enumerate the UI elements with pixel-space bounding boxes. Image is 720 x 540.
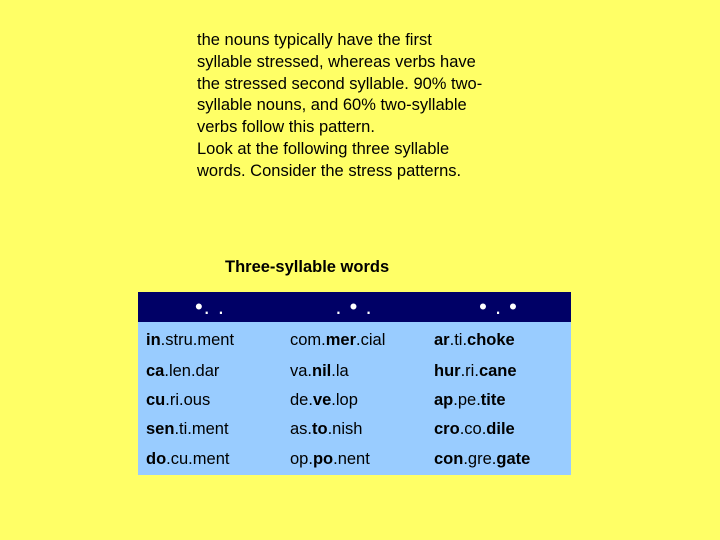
word-cell [138,386,282,415]
word-cell [282,357,426,386]
intro-paragraph: the nouns typically have the first syllable stressed, whereas verbs have the stressed second syllable. 90% two-syllable nouns, and 60% two-syllable verbs follow this pattern. [197,31,483,137]
stressed-syllable: in [146,331,161,349]
stress-pattern-header: • . • [426,292,571,322]
stressed-syllable: ap [434,391,454,409]
stressed-syllable: cane [478,362,517,380]
syllable: .stru.ment [160,331,235,349]
table-row [138,386,571,415]
syllable: .la [331,362,349,380]
stressed-syllable: tite [480,391,506,409]
syllable: .ti.ment [174,420,229,438]
syllable: .pe. [453,391,481,409]
table-row [138,322,571,357]
syllable: va. [290,362,313,380]
stressed-syllable: po [312,450,334,468]
syllable: .len.dar [164,362,220,380]
word-cell [138,322,282,357]
syllable: de. [290,391,313,409]
stressed-syllable: mer [325,331,357,349]
stressed-syllable: to [312,420,328,438]
word-cell [426,415,571,444]
stressed-syllable: do [146,450,167,468]
stressed-syllable: hur [434,362,461,380]
stressed-syllable: dile [486,420,515,438]
word-cell [138,415,282,444]
syllable: .cial [356,331,386,349]
syllable: .ri.ous [165,391,211,409]
intro-paragraph: Look at the following three syllable words. Consider the stress patterns. [197,139,462,180]
syllable: .co. [459,420,487,438]
syllable: .lop [331,391,358,409]
syllable: com. [290,331,326,349]
table-header-row [138,292,571,322]
stressed-syllable: cu [146,391,166,409]
stress-pattern-table [138,292,571,475]
stress-pattern-header: . • . [282,292,426,322]
syllable: op. [290,450,313,468]
word-cell [426,444,571,475]
syllable: .nent [333,450,370,468]
word-cell [426,322,571,357]
stressed-syllable: ca [146,362,165,380]
stressed-syllable: gate [496,450,531,468]
syllable: .cu.ment [166,450,230,468]
syllable: .ti. [449,331,468,349]
stressed-syllable: nil [312,362,332,380]
stressed-syllable: sen [146,420,175,438]
word-cell [138,444,282,475]
word-cell [282,322,426,357]
stressed-syllable: ve [312,391,332,409]
syllable: as. [290,420,313,438]
word-cell [138,357,282,386]
table-row [138,357,571,386]
word-cell [282,444,426,475]
word-cell [282,386,426,415]
stressed-syllable: ar [434,331,450,349]
stress-pattern-header: •. . [138,292,282,322]
syllable: .ri. [460,362,479,380]
syllable: .gre. [463,450,497,468]
table-title: Three-syllable words [225,258,390,276]
table-row [138,444,571,475]
word-cell [426,357,571,386]
word-cell [282,415,426,444]
word-cell [426,386,571,415]
stressed-syllable: choke [467,331,515,349]
stressed-syllable: con [434,450,464,468]
table-row [138,415,571,444]
table-body [138,322,571,475]
syllable: .nish [327,420,363,438]
stressed-syllable: cro [434,420,460,438]
intro-text [197,30,487,183]
